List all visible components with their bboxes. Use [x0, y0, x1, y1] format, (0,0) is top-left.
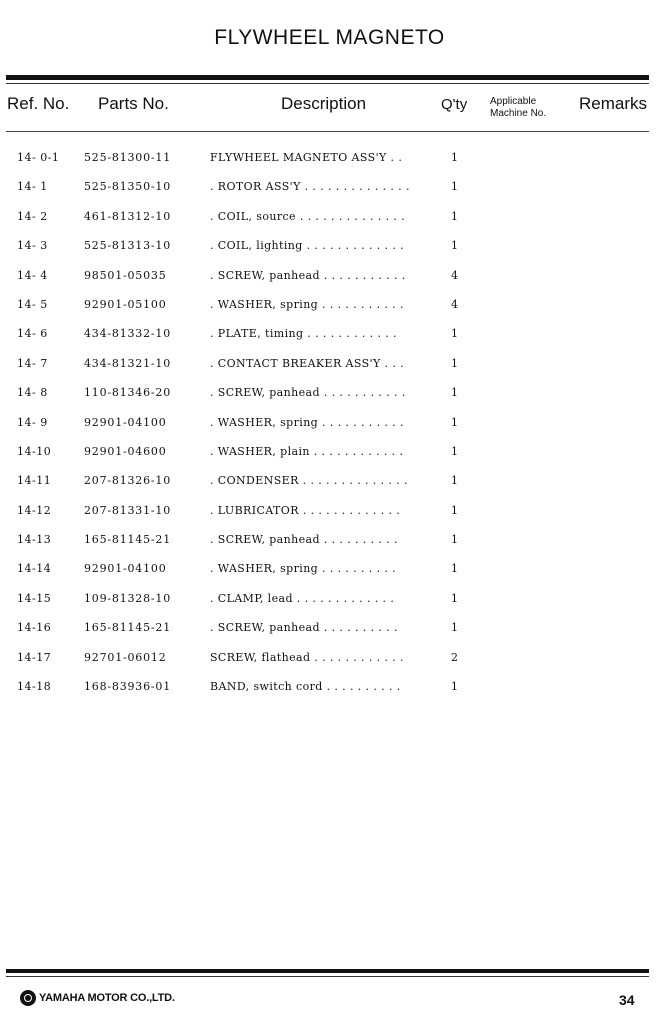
description-cell: . COIL, lighting . . . . . . . . . . . . . [210, 239, 405, 253]
page-title: FLYWHEEL MAGNETO [214, 26, 445, 49]
description-cell: FLYWHEEL MAGNETO ASS'Y . . [210, 151, 403, 164]
table-row [0, 677, 659, 706]
description-cell: . CONTACT BREAKER ASS'Y . . . [210, 356, 405, 370]
parts-no-cell: 92901-05100 [84, 297, 167, 311]
table-row [0, 177, 659, 206]
ref-no-cell: 14- 0-1 [17, 151, 60, 164]
table-row [0, 648, 659, 677]
qty-cell: 1 [451, 533, 458, 547]
parts-no-cell: 525-81350-10 [84, 180, 172, 194]
qty-cell: 1 [451, 562, 458, 576]
column-header-applicable [490, 96, 546, 120]
table-row [0, 148, 659, 177]
parts-no-cell: 434-81321-10 [84, 356, 172, 370]
description-cell: . SCREW, panhead . . . . . . . . . . [210, 621, 398, 635]
ref-no-cell: 14- 5 [17, 297, 48, 311]
ref-no-cell: 14- 3 [17, 239, 48, 253]
ref-no-cell: 14- 6 [17, 327, 48, 341]
description-cell: . SCREW, panhead . . . . . . . . . . . [210, 386, 406, 400]
page-number: 34 [619, 992, 635, 1008]
table-row [0, 471, 659, 500]
ref-no-cell: 14-15 [17, 591, 52, 605]
ref-no-cell: 14- 4 [17, 268, 48, 282]
parts-no-cell: 165-81145-21 [84, 621, 172, 635]
ref-no-cell: 14- 1 [17, 180, 48, 194]
parts-no-cell: 525-81300-11 [84, 151, 172, 164]
description-cell: . PLATE, timing . . . . . . . . . . . . [210, 327, 397, 341]
table-row [0, 589, 659, 618]
table-row [0, 354, 659, 383]
qty-cell: 1 [451, 591, 458, 605]
ref-no-cell: 14-17 [17, 650, 52, 664]
parts-no-cell: 110-81346-20 [84, 386, 172, 400]
description-cell: . WASHER, spring . . . . . . . . . . [210, 562, 397, 576]
description-cell: . WASHER, spring . . . . . . . . . . . [210, 297, 404, 311]
qty-cell: 1 [451, 180, 458, 194]
ref-no-cell: 14-13 [17, 533, 52, 547]
qty-cell: 1 [451, 209, 458, 223]
table-row [0, 501, 659, 530]
column-header-qty: Q'ty [441, 96, 468, 113]
table-row [0, 324, 659, 353]
qty-cell: 1 [451, 415, 458, 429]
ref-no-cell: 14- 8 [17, 386, 48, 400]
ref-no-cell: 14-12 [17, 503, 52, 517]
description-cell: . COIL, source . . . . . . . . . . . . . . [210, 209, 406, 223]
description-cell: . LUBRICATOR . . . . . . . . . . . . . [210, 503, 401, 517]
table-row [0, 383, 659, 412]
header-rule-thick [6, 75, 649, 80]
column-header-ref-no: Ref. No. [7, 94, 70, 113]
description-cell: . SCREW, panhead . . . . . . . . . . . [210, 268, 406, 282]
table-row [0, 559, 659, 588]
qty-cell: 4 [451, 268, 458, 282]
parts-no-cell: 92901-04100 [84, 415, 167, 429]
parts-no-cell: 92701-06012 [84, 650, 167, 664]
ref-no-cell: 14-18 [17, 680, 52, 694]
qty-cell: 1 [451, 680, 458, 694]
parts-no-cell: 207-81331-10 [84, 503, 172, 517]
qty-cell: 1 [451, 474, 458, 488]
description-cell: . WASHER, plain . . . . . . . . . . . . [210, 444, 404, 458]
header-rule-thin [6, 83, 649, 84]
qty-cell: 2 [451, 650, 458, 664]
parts-no-cell: 525-81313-10 [84, 239, 172, 253]
qty-cell: 1 [451, 621, 458, 635]
table-row [0, 266, 659, 295]
description-cell: . CONDENSER . . . . . . . . . . . . . . [210, 474, 408, 488]
parts-no-cell: 92901-04100 [84, 562, 167, 576]
ref-no-cell: 14-10 [17, 444, 52, 458]
ref-no-cell: 14- 2 [17, 209, 48, 223]
qty-cell: 1 [451, 327, 458, 341]
table-row [0, 618, 659, 647]
ref-no-cell: 14-14 [17, 562, 52, 576]
table-row [0, 530, 659, 559]
company-name: YAMAHA MOTOR CO.,LTD. [39, 992, 175, 1004]
footer-rule-thin [6, 976, 649, 977]
table-row [0, 207, 659, 236]
table-row [0, 295, 659, 324]
applicable-line-1: Applicable [490, 96, 537, 107]
qty-cell: 1 [451, 239, 458, 253]
qty-cell: 1 [451, 356, 458, 370]
parts-no-cell: 434-81332-10 [84, 327, 172, 341]
column-header-rule [6, 131, 649, 132]
applicable-line-2: Machine No. [490, 108, 547, 119]
parts-no-cell: 461-81312-10 [84, 209, 172, 223]
qty-cell: 1 [451, 503, 458, 517]
qty-cell: 1 [451, 151, 458, 164]
ref-no-cell: 14- 7 [17, 356, 48, 370]
parts-no-cell: 109-81328-10 [84, 591, 172, 605]
column-header-description: Description [281, 94, 367, 113]
parts-no-cell: 92901-04600 [84, 444, 167, 458]
description-cell: BAND, switch cord . . . . . . . . . . [210, 680, 401, 694]
parts-no-cell: 207-81326-10 [84, 474, 172, 488]
ref-no-cell: 14-11 [17, 474, 52, 488]
column-header-remarks: Remarks [579, 94, 648, 113]
table-row [0, 236, 659, 265]
table-row [0, 413, 659, 442]
description-cell: SCREW, flathead . . . . . . . . . . . . [210, 650, 404, 664]
company-logo [20, 990, 175, 1006]
table-row [0, 442, 659, 471]
parts-no-cell: 98501-05035 [84, 268, 167, 282]
footer-rule-thick [6, 969, 649, 973]
parts-no-cell: 168-83936-01 [84, 680, 172, 694]
ref-no-cell: 14-16 [17, 621, 52, 635]
parts-table [0, 148, 659, 706]
qty-cell: 1 [451, 444, 458, 458]
parts-no-cell: 165-81145-21 [84, 533, 172, 547]
description-cell: . CLAMP, lead . . . . . . . . . . . . . [210, 591, 395, 605]
column-header-parts-no: Parts No. [98, 94, 169, 113]
yamaha-emblem-icon [20, 990, 36, 1006]
ref-no-cell: 14- 9 [17, 415, 48, 429]
qty-cell: 1 [451, 386, 458, 400]
qty-cell: 4 [451, 297, 458, 311]
description-cell: . SCREW, panhead . . . . . . . . . . [210, 533, 398, 547]
description-cell: . WASHER, spring . . . . . . . . . . . [210, 415, 404, 429]
description-cell: . ROTOR ASS'Y . . . . . . . . . . . . . . [210, 180, 410, 194]
